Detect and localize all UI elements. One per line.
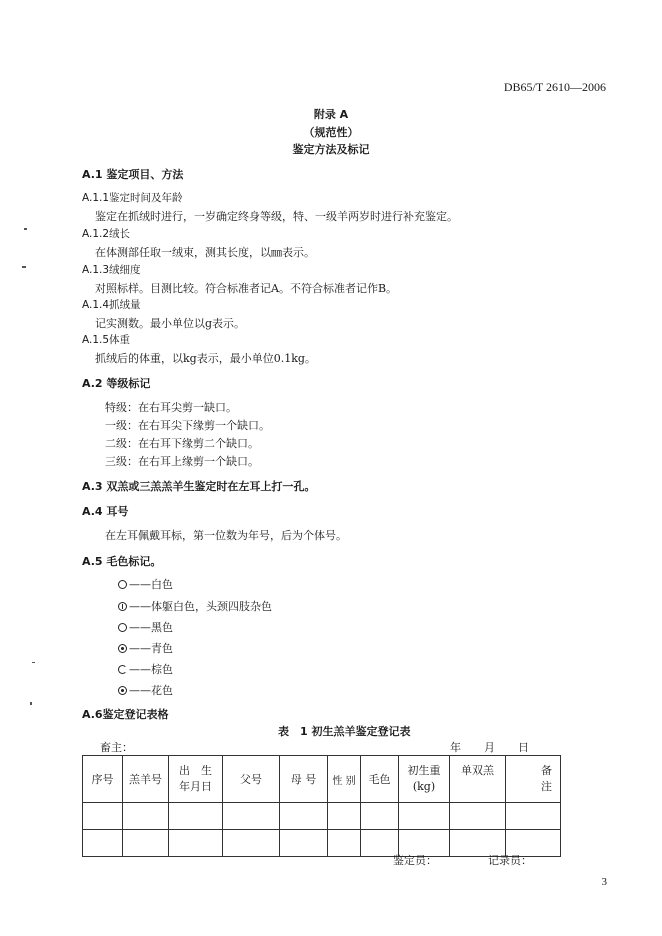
recorder-label: 记录员： [488,854,532,867]
page-number: 3 [601,876,607,888]
table-title: 表 1 初生羔羊鉴定登记表 [278,725,411,738]
table-cell[interactable] [506,803,561,830]
scan-speck [30,702,32,705]
registration-table [82,755,561,857]
appraiser-label: 鉴定员： [393,854,437,867]
column-header: 序号 [83,756,123,803]
section-a1-4-title: A.1.4抓绒量 [82,299,141,311]
section-a1-3-title: A.1.3绒细度 [82,264,141,276]
grade-line: 二级：在右耳下缘剪二个缺口。 [105,437,259,450]
section-a6-title: A.6鉴定登记表格 [82,708,169,721]
color-mark-item: ——黑色 [118,619,173,635]
appendix-subtitle: 鉴定方法及标记 [292,143,370,156]
table-cell[interactable] [450,803,506,830]
grade-line: 特级：在右耳尖剪一缺口。 [105,401,237,414]
section-a3-title: A.3 双羔或三羔羔羊生鉴定时在左耳上打一孔。 [82,480,316,493]
section-a1-5-body: 抓绒后的体重，以kg表示，最小单位0.1kg。 [95,352,316,365]
section-a1-3-body: 对照标样。目测比较。符合标准者记A。不符合标准者记作B。 [95,282,398,295]
table-header-row [83,756,561,803]
table-cell[interactable] [328,830,361,857]
section-a1-2-body: 在体测部任取一绒束，测其长度，以㎜表示。 [95,246,315,259]
column-header: 毛色 [361,756,399,803]
appendix-type: （规范性） [303,126,359,139]
section-a1-1-title: A.1.1鉴定时间及年龄 [82,192,183,204]
grade-line: 三级：在右耳上缘剪一个缺口。 [105,455,259,468]
plain-circle-icon [118,623,127,632]
color-mark-item: ——花色 [118,682,173,698]
section-a5-title: A.5 毛色标记。 [82,555,162,568]
column-header: 羔羊号 [123,756,169,803]
table-cell[interactable] [123,830,169,857]
column-header: 性 别 [328,756,361,803]
section-a2-title: A.2 等级标记 [82,377,151,390]
table-cell[interactable] [223,803,280,830]
table-cell[interactable] [328,803,361,830]
table-cell[interactable] [169,830,223,857]
grade-line: 一级：在右耳尖下缘剪一个缺口。 [105,419,270,432]
scan-speck [32,662,35,663]
appendix-title: 附录 A [313,108,349,121]
dot-circle-icon [118,644,127,653]
scan-speck [22,266,26,268]
column-header: 初生重 (kg) [399,756,450,803]
color-mark-item: ——青色 [118,640,173,656]
bar-circle-icon [118,602,127,611]
owner-label: 畜主： [100,741,133,754]
date-day-label: 日 [518,741,529,754]
section-a1-1-body: 鉴定在抓绒时进行，一岁确定终身等级，特、一级羊两岁时进行补充鉴定。 [95,210,458,223]
section-a1-4-body: 记实测数。最小单位以g表示。 [95,317,246,330]
table-cell[interactable] [399,803,450,830]
scan-speck [24,228,27,230]
table-cell[interactable] [280,803,328,830]
table-cell[interactable] [223,830,280,857]
document-code: DB65/T 2610—2006 [503,80,606,94]
section-a4-body: 在左耳佩戴耳标，第一位数为年号，后为个体号。 [105,529,347,542]
section-a1-5-title: A.1.5体重 [82,334,131,346]
section-a1-title: A.1 鉴定项目、方法 [82,168,184,181]
color-mark-item: ——体躯白色，头颈四肢杂色 [118,598,272,614]
column-header: 出 生 年月日 [169,756,223,803]
date-year-label: 年 [450,741,461,754]
table-cell[interactable] [280,830,328,857]
table-cell[interactable] [361,803,399,830]
column-header: 母 号 [280,756,328,803]
column-header: 备 注 [506,756,561,803]
table-cell[interactable] [123,803,169,830]
section-a4-title: A.4 耳号 [82,505,129,518]
color-mark-item: ——白色 [118,576,173,592]
plain-circle-icon [118,580,127,589]
column-header: 父号 [223,756,280,803]
color-mark-item: ——棕色 [118,661,173,677]
section-a1-2-title: A.1.2绒长 [82,228,131,240]
table-cell[interactable] [169,803,223,830]
open-circle-icon [118,665,127,674]
table-cell[interactable] [83,803,123,830]
date-month-label: 月 [484,741,495,754]
dot-circle-icon [118,686,127,695]
table-row [83,803,561,830]
column-header: 单双羔 [450,756,506,803]
table-cell[interactable] [83,830,123,857]
